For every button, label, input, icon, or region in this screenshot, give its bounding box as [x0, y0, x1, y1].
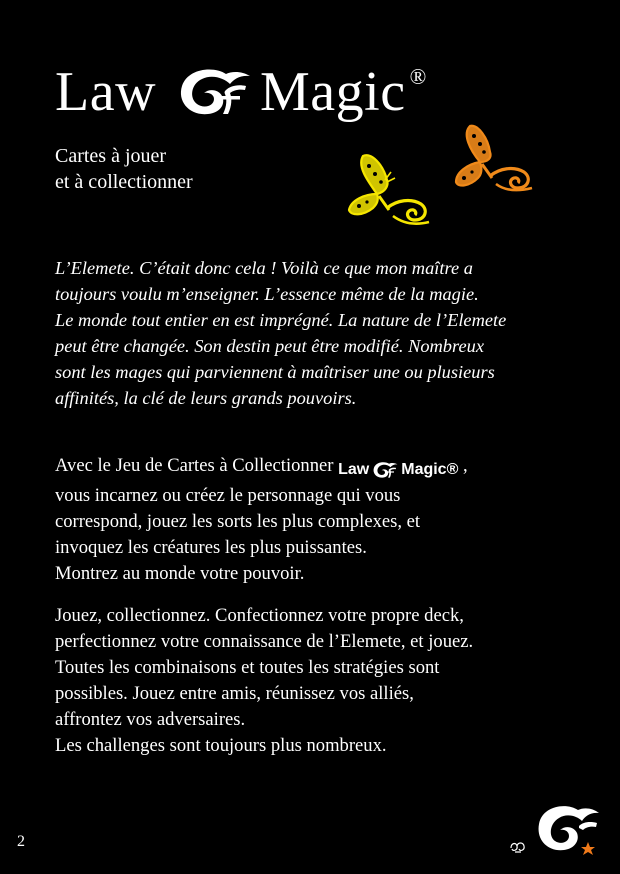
paragraph-line [55, 453, 575, 483]
subtitle [55, 143, 193, 195]
paragraph-line: Jouez, collectionnez. Confectionnez votre propre deck, [55, 605, 464, 626]
quote-line: affinités, la clé de leurs grands pouvoirs. [55, 388, 357, 408]
paragraph-line: Toutes les combinaisons et toutes les stratégies sont [55, 657, 440, 678]
paragraph-play [55, 603, 575, 759]
logo-word-magic: Magic [260, 61, 406, 123]
paragraph-intro [55, 453, 575, 587]
registered-mark: ® [409, 64, 427, 89]
page-number: 2 [17, 833, 25, 850]
paragraph-text: Avec le Jeu de Cartes à Collectionner [55, 455, 334, 476]
quote-line: sont les mages qui parviennent à maîtriser une ou plusieurs [55, 362, 495, 382]
signature-glyph-icon [509, 840, 527, 854]
paragraph-line: perfectionnez votre connaissance de l’Elemete, et jouez. [55, 631, 474, 652]
logo-word-law: Law [55, 61, 157, 123]
of-logo-icon [371, 461, 399, 479]
paragraph-line: invoquez les créatures les plus puissantes. [55, 537, 367, 558]
paragraph-line: Les challenges sont toujours plus nombreux. [55, 735, 387, 756]
inline-logo-magic: Magic® [401, 461, 459, 478]
paragraph-line: Montrez au monde votre pouvoir. [55, 563, 305, 584]
paragraph-line: affrontez vos adversaires. [55, 709, 246, 730]
paragraph-line: correspond, jouez les sorts les plus complexes, et [55, 511, 421, 532]
paragraph-text: , [458, 455, 468, 476]
logo [55, 62, 426, 122]
butterfly-icon [450, 122, 538, 198]
paragraph-line: possibles. Jouez entre amis, réunissez vos alliés, [55, 683, 414, 704]
star-icon [581, 842, 595, 855]
butterfly-icon [345, 150, 433, 228]
quote-line: L’Elemete. C’était donc cela ! Voilà ce que mon maître a [55, 258, 473, 278]
inline-logo-law: Law [338, 461, 370, 478]
of-logo-icon [174, 66, 254, 118]
quote-line: peut être changée. Son destin peut être modifié. Nombreux [55, 336, 484, 356]
of-logo-icon [536, 804, 600, 860]
intro-quote [55, 255, 575, 411]
subtitle-line: Cartes à jouer [55, 145, 167, 167]
quote-line: toujours voulu m’enseigner. L’essence même de la magie. [55, 284, 479, 304]
subtitle-line: et à collectionner [55, 171, 193, 193]
quote-line: Le monde tout entier en est imprégné. La nature de l’Elemete [55, 310, 507, 330]
inline-logo [338, 457, 458, 483]
paragraph-line: vous incarnez ou créez le personnage qui vous [55, 485, 401, 506]
